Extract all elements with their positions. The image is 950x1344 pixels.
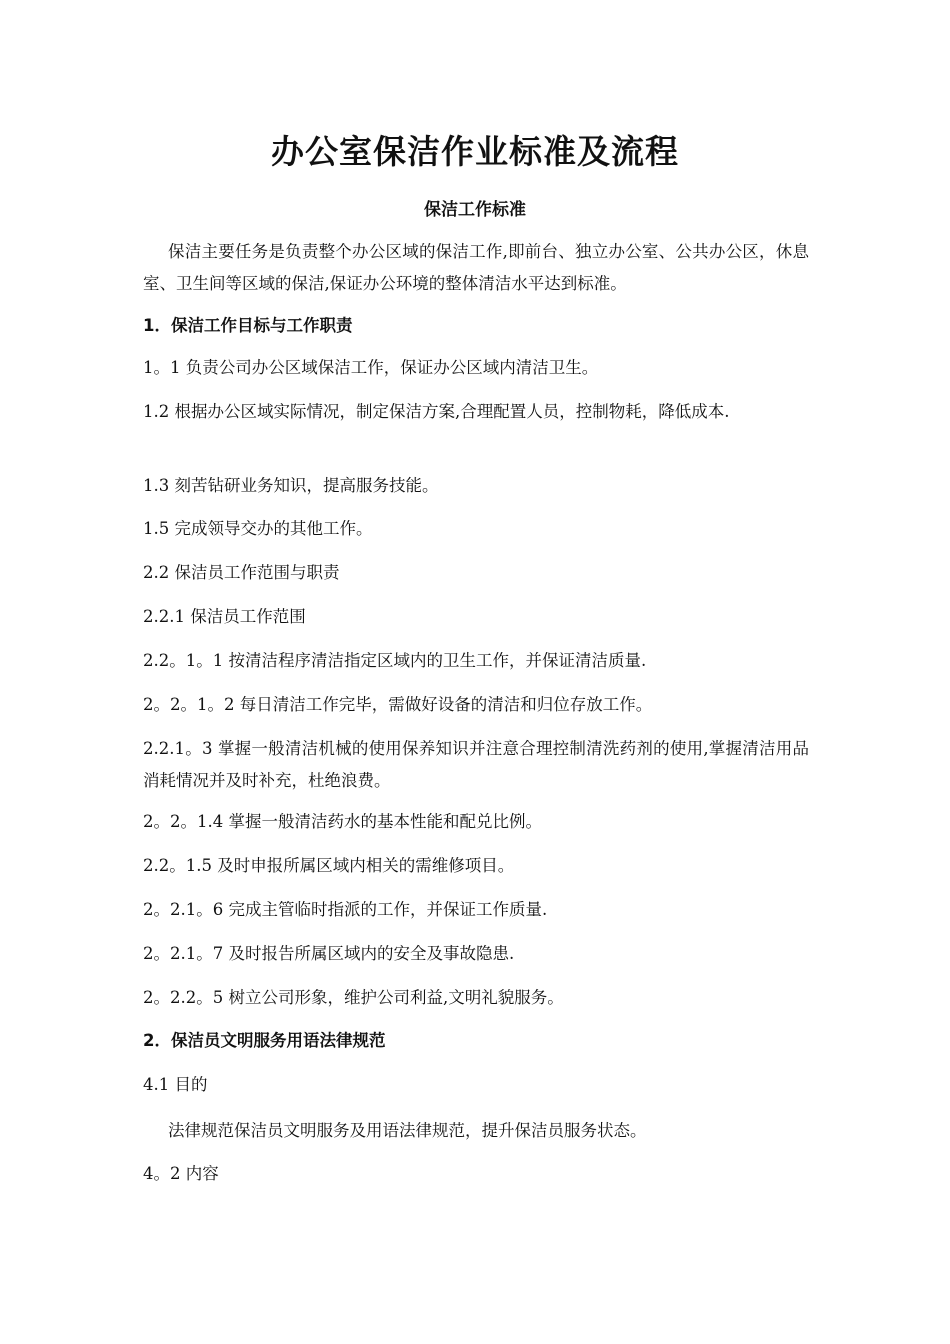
paragraph: 2。2.1。6 完成主管临时指派的工作，并保证工作质量. bbox=[143, 900, 548, 919]
section-heading: 2．保洁员文明服务用语法律规范 bbox=[143, 1031, 386, 1050]
paragraph: 2。2.1。7 及时报告所属区域内的安全及事故隐患. bbox=[143, 944, 515, 963]
document-title: 办公室保洁作业标准及流程 bbox=[271, 132, 679, 171]
section-heading: 1．保洁工作目标与工作职责 bbox=[143, 316, 353, 335]
paragraph: 2.2.1 保洁员工作范围 bbox=[143, 607, 306, 626]
paragraph: 2.2.1。3 掌握一般清洁机械的使用保养知识并注意合理控制清洗药剂的使用,掌握清洁用品消耗情况并及时补充，杜绝浪费。 bbox=[143, 739, 809, 790]
paragraph: 4.1 目的 bbox=[143, 1075, 208, 1094]
paragraph: 法律规范保洁员文明服务及用语法律规范，提升保洁员服务状态。 bbox=[168, 1121, 647, 1140]
paragraph: 1.3 刻苦钻研业务知识，提高服务技能。 bbox=[143, 476, 439, 495]
paragraph: 2.2。1。1 按清洁程序清洁指定区域内的卫生工作，并保证清洁质量. bbox=[143, 651, 647, 670]
paragraph: 1.2 根据办公区域实际情况，制定保洁方案,合理配置人员，控制物耗，降低成本. bbox=[143, 402, 730, 421]
paragraph: 1。1 负责公司办公区域保洁工作，保证办公区域内清洁卫生。 bbox=[143, 358, 599, 377]
paragraph: 2.2。1.5 及时申报所属区域内相关的需维修项目。 bbox=[143, 856, 515, 875]
paragraph: 2。2。1。2 每日清洁工作完毕，需做好设备的清洁和归位存放工作。 bbox=[143, 695, 653, 714]
paragraph: 4。2 内容 bbox=[143, 1164, 219, 1183]
paragraph: 1.5 完成领导交办的其他工作。 bbox=[143, 519, 373, 538]
paragraph: 2.2 保洁员工作范围与职责 bbox=[143, 563, 340, 582]
paragraph: 2。2.2。5 树立公司形象，维护公司利益,文明礼貌服务。 bbox=[143, 988, 564, 1007]
intro-paragraph: 保洁主要任务是负责整个办公区域的保洁工作,即前台、独立办公室、公共办公区，休息室、卫生间等区域的保洁,保证办公环境的整体清洁水平达到标准。 bbox=[143, 242, 809, 293]
paragraph: 2。2。1.4 掌握一般清洁药水的基本性能和配兑比例。 bbox=[143, 812, 542, 831]
document-subtitle: 保洁工作标准 bbox=[424, 200, 526, 220]
